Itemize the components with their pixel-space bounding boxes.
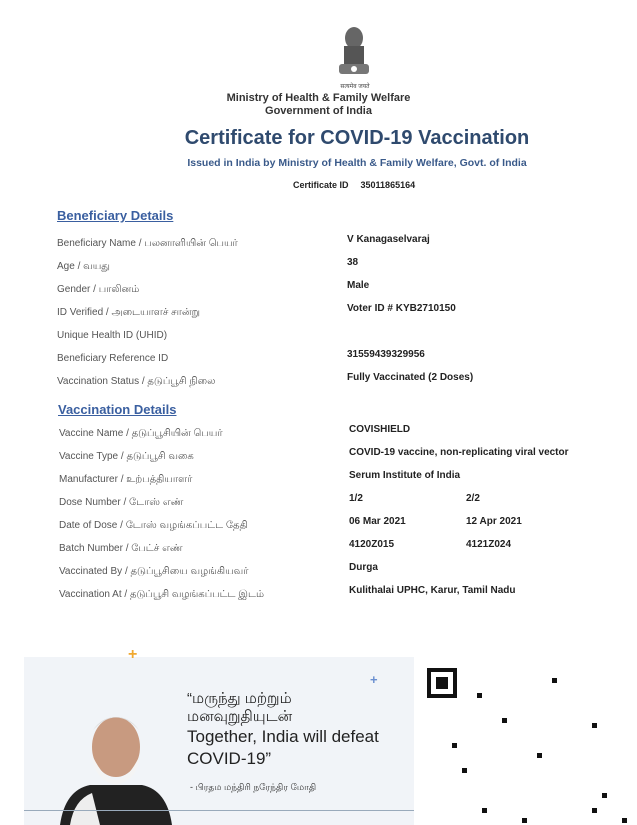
field-label: Vaccine Name / தடுப்பூசியின் பெயர் <box>59 428 223 439</box>
qr-module <box>502 718 507 723</box>
quote-tamil-line: “மருந்து மற்றும் <box>187 690 292 707</box>
field-value: 38 <box>347 257 359 268</box>
certificate-id-value: 35011865164 <box>360 180 416 190</box>
certificate-title: Certificate for COVID-19 Vaccination <box>184 127 530 149</box>
qr-module <box>602 793 607 798</box>
quote-attribution: - பிரதம மந்திரி நரேந்திர மோதி <box>190 782 317 792</box>
qr-module <box>452 743 457 748</box>
ministry-name: Ministry of Health & Family Welfare <box>226 92 411 104</box>
quote-tamil-line: மனவுறுதியுடன் <box>187 708 293 725</box>
vaccination-details-heading: Vaccination Details <box>58 402 177 417</box>
field-value: Male <box>347 280 370 291</box>
field-label: Age / வயது <box>57 261 110 272</box>
field-value-dose-2: 4121Z024 <box>466 539 512 550</box>
prime-minister-photo <box>60 705 172 825</box>
field-label: Gender / பாலினம் <box>57 284 140 295</box>
qr-module <box>522 818 527 823</box>
field-label: Batch Number / பேட்ச் எண் <box>59 543 183 554</box>
government-name: Government of India <box>265 105 372 117</box>
qr-module <box>537 753 542 758</box>
qr-module <box>592 723 597 728</box>
qr-code <box>427 668 627 825</box>
field-value-dose-2: 2/2 <box>466 493 480 504</box>
certificate-id <box>293 180 415 190</box>
field-value: Serum Institute of India <box>349 470 461 481</box>
field-label: Unique Health ID (UHID) <box>57 330 168 341</box>
field-label: Date of Dose / டோஸ் வழங்கப்பட்ட தேதி <box>59 520 248 531</box>
qr-finder-center <box>436 677 448 689</box>
field-label: Beneficiary Reference ID <box>57 353 169 364</box>
qr-module <box>592 808 597 813</box>
qr-module <box>482 808 487 813</box>
qr-module <box>462 768 467 773</box>
field-label: Beneficiary Name / பலனாளியின் பெயர் <box>57 238 238 249</box>
qr-module <box>552 678 557 683</box>
field-value: V Kanagaselvaraj <box>347 234 430 245</box>
field-value: 1/2 <box>349 493 363 504</box>
field-value: Durga <box>349 562 378 573</box>
issued-by: Issued in India by Ministry of Health & Family Welfare, Govt. of India <box>187 157 527 169</box>
field-value: 4120Z015 <box>349 539 395 550</box>
plus-decoration-icon: + <box>128 646 138 663</box>
qr-module <box>477 693 482 698</box>
field-label: Vaccination Status / தடுப்பூசி நிலை <box>57 376 216 387</box>
field-label: Dose Number / டோஸ் எண் <box>59 497 184 508</box>
field-label: Manufacturer / உற்பத்தியாளர் <box>59 474 193 485</box>
ministry-heading <box>0 92 637 118</box>
field-value: 31559439329956 <box>347 349 425 360</box>
quote-english-line: COVID-19” <box>187 749 272 768</box>
field-label: Vaccinated By / தடுப்பூசியை வழங்கியவர் <box>59 566 249 577</box>
field-label: ID Verified / அடையாளச் சான்று <box>57 307 200 318</box>
field-value: 06 Mar 2021 <box>349 516 406 527</box>
certificate-id-label: Certificate ID <box>293 180 349 190</box>
field-value-dose-2: 12 Apr 2021 <box>466 516 522 527</box>
banner-divider <box>24 810 414 811</box>
plus-decoration-icon: + <box>370 672 378 687</box>
field-value: COVID-19 vaccine, non-replicating viral vector <box>349 447 569 458</box>
field-value: Fully Vaccinated (2 Doses) <box>347 372 474 383</box>
field-value: COVISHIELD <box>349 424 411 435</box>
field-label: Vaccination At / தடுப்பூசி வழங்கப்பட்ட இடம் <box>59 589 264 600</box>
field-label: Vaccine Type / தடுப்பூசி வகை <box>59 451 194 462</box>
quote-english-line: Together, India will defeat <box>187 727 379 746</box>
national-emblem-logo <box>333 24 375 82</box>
emblem-motto: सत्यमेव जयते <box>340 84 370 90</box>
beneficiary-details-heading: Beneficiary Details <box>57 208 174 223</box>
pm-quote <box>187 690 379 770</box>
field-value: Kulithalai UPHC, Karur, Tamil Nadu <box>349 585 516 596</box>
qr-module <box>622 818 627 823</box>
field-value: Voter ID # KYB2710150 <box>347 303 456 314</box>
